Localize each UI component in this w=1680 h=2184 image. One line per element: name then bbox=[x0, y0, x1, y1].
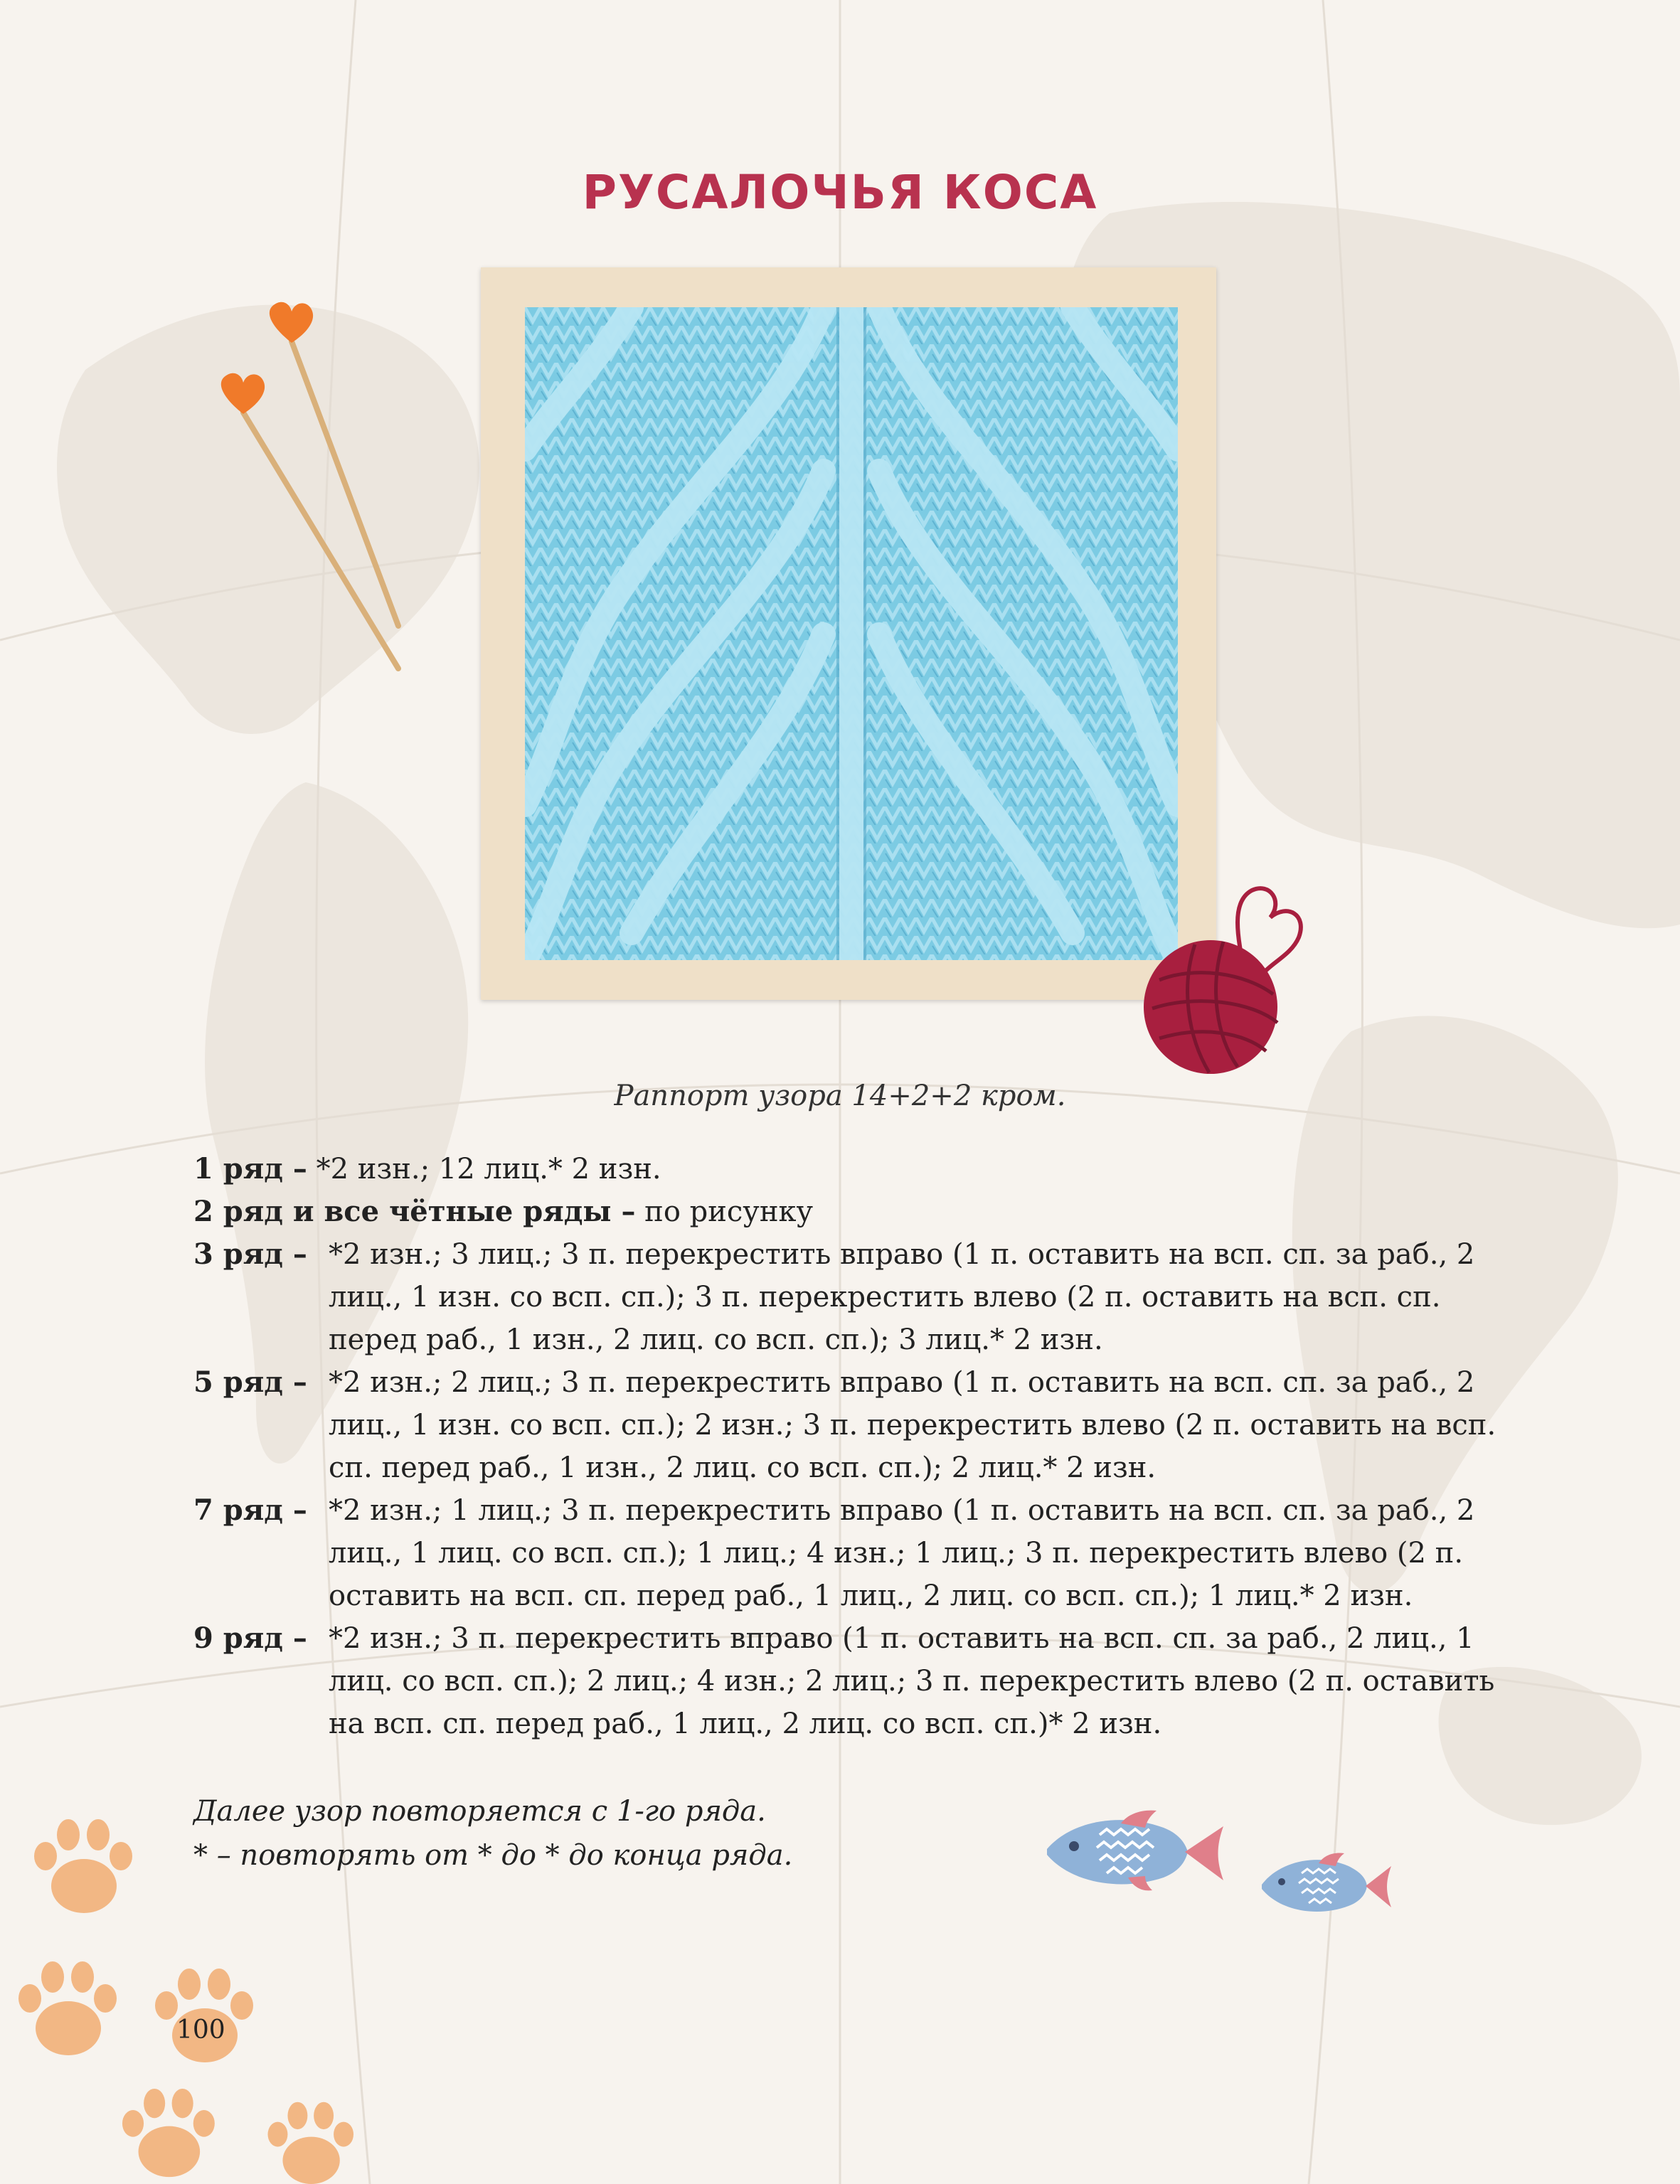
note-repeat: Далее узор повторяется с 1-го ряда. bbox=[193, 1795, 766, 1828]
row-label: 9 ряд – bbox=[193, 1621, 307, 1655]
paw-print-icon bbox=[256, 2091, 363, 2184]
paw-print-icon bbox=[21, 1806, 142, 1927]
notes bbox=[193, 1789, 792, 1877]
row-text: по рисунку bbox=[635, 1195, 814, 1228]
row-label: 5 ряд – bbox=[193, 1365, 307, 1399]
fish-icon bbox=[1259, 1849, 1394, 1927]
paw-print-icon bbox=[6, 1949, 127, 2070]
row-instruction bbox=[193, 1233, 1516, 1361]
knit-swatch-photo bbox=[525, 307, 1178, 960]
yarn-ball-icon bbox=[1131, 873, 1316, 1080]
row-label: 2 ряд и все чётные ряды – bbox=[193, 1195, 636, 1228]
row-label: 1 ряд – bbox=[193, 1152, 307, 1186]
pattern-caption: Раппорт узора 14+2+2 кром. bbox=[614, 1080, 1066, 1112]
row-text: *2 изн.; 3 п. перекрестить вправо (1 п. оставить на всп. сп. за раб., 2 лиц., 1 лиц. со всп. сп.); 2 лиц.; 4 изн.; 2 лиц.; 3 п. перекрестить влево (2 п. оставить на всп. сп. перед раб., 1 лиц., 2 лиц. со всп. сп.)* 2 изн. bbox=[329, 1622, 1495, 1740]
row-text: *2 изн.; 12 лиц.* 2 изн. bbox=[307, 1153, 661, 1186]
row-text: *2 изн.; 3 лиц.; 3 п. перекрестить вправо (1 п. оставить на всп. сп. за раб., 2 лиц., 1 изн. со всп. сп.); 3 п. перекрестить влево (2 п. оставить на всп. сп. перед раб., 1 изн., 2 лиц. со всп. сп.); 3 лиц.* 2 изн. bbox=[329, 1238, 1475, 1356]
row-instruction bbox=[193, 1617, 1516, 1745]
fish-icon bbox=[1043, 1806, 1228, 1906]
paw-print-icon bbox=[107, 2077, 228, 2184]
note-asterisk: * – повторять от * до * до конца ряда. bbox=[193, 1839, 793, 1872]
row-instruction bbox=[193, 1361, 1516, 1489]
page-title: РУСАЛОЧЬЯ КОСА bbox=[582, 165, 1098, 220]
row-label: 7 ряд – bbox=[193, 1493, 307, 1527]
row-label: 3 ряд – bbox=[193, 1237, 307, 1271]
instructions-list bbox=[193, 1148, 1516, 1745]
row-text: *2 изн.; 1 лиц.; 3 п. перекрестить вправо (1 п. оставить на всп. сп. за раб., 2 лиц., 1 лиц. со всп. сп.); 1 лиц.; 4 изн.; 1 лиц.; 3 п. перекрестить влево (2 п. оставить на всп. сп. перед раб., 1 лиц., 2 лиц. со всп. сп.); 1 лиц.* 2 изн. bbox=[329, 1494, 1475, 1612]
row-text: *2 изн.; 2 лиц.; 3 п. перекрестить вправо (1 п. оставить на всп. сп. за раб., 2 лиц., 1 изн. со всп. сп.); 2 изн.; 3 п. перекрестить влево (2 п. оставить на всп. сп. перед раб., 1 изн., 2 лиц. со всп. сп.); 2 лиц.* 2 изн. bbox=[329, 1366, 1496, 1484]
page-number: 100 bbox=[176, 2015, 225, 2045]
row-instruction bbox=[193, 1489, 1516, 1617]
row-instruction bbox=[193, 1190, 1516, 1233]
row-instruction bbox=[193, 1148, 1516, 1190]
knitting-needles-icon bbox=[192, 299, 420, 683]
